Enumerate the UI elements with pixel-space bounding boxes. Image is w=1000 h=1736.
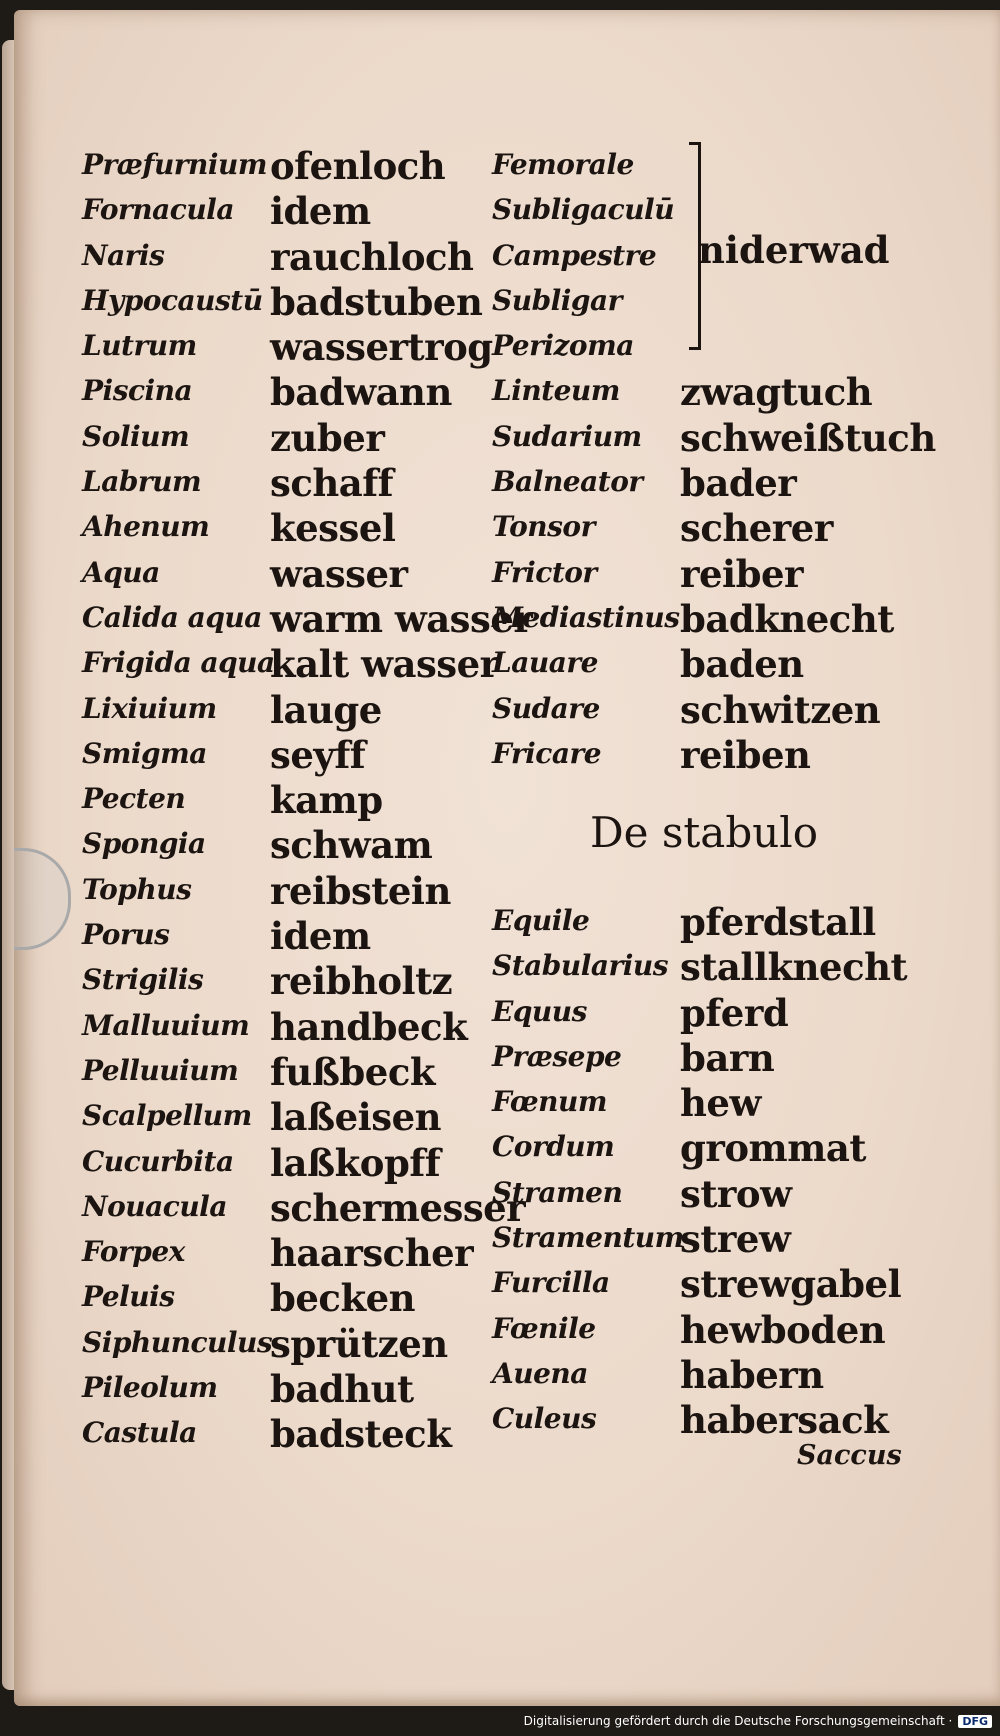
vocabulary-entry [82,1367,482,1416]
latin-term: Sudarium [492,419,642,453]
latin-term: Fornacula [82,193,234,227]
german-term: stallknecht [680,945,908,990]
latin-term: Malluuium [82,1008,250,1042]
vocabulary-entry [82,1321,482,1371]
vocabulary-entry [492,1352,912,1402]
vocabulary-entry [82,1049,482,1099]
vocabulary-entry [82,732,482,782]
latin-term: Forpex [82,1235,185,1269]
latin-term: Tonsor [492,510,595,544]
latin-term: Perizoma [492,329,634,363]
vocabulary-entry [492,148,912,193]
german-term: wassertrog [270,325,493,370]
latin-term: Subligar [492,283,622,317]
bracket-label: niderwad [698,228,890,272]
latin-term: Castula [82,1416,197,1450]
vocabulary-entry [492,732,912,782]
german-term: ofenloch [270,144,446,188]
latin-term: Pelluuium [82,1053,239,1087]
latin-term: Solium [82,419,190,453]
german-term: reiben [680,732,811,777]
vocabulary-entry [492,596,912,646]
german-term: hewboden [680,1307,886,1352]
german-term: seyff [270,732,366,777]
latin-term: Auena [492,1356,588,1390]
latin-term: Lutrum [82,329,197,363]
vocabulary-entry [82,914,482,963]
german-term: badwann [270,370,452,415]
latin-term: Fricare [492,736,602,770]
vocabulary-entry [82,778,482,827]
latin-term: Pecten [82,782,186,816]
german-term: badsteck [270,1412,452,1457]
latin-term: Hypocaustū [82,283,263,317]
vocabulary-entry [82,370,482,419]
vocabulary-entry [82,415,482,465]
vocabulary-entry [492,945,912,994]
latin-term: Sudare [492,691,600,725]
page-clip [14,848,71,950]
german-term: kalt wasser [270,642,499,687]
vocabulary-entry [82,234,482,284]
german-term: pferd [680,990,789,1035]
latin-term: Lauare [492,646,598,680]
vocabulary-entry [492,1035,912,1085]
vocabulary-entry [492,642,912,691]
german-term: handbeck [270,1004,468,1049]
vocabulary-entry [82,1004,482,1054]
vocabulary-entry [82,642,499,691]
digitization-credit [524,1712,992,1730]
german-term: sprützen [270,1321,448,1366]
latin-term: Campestre [492,238,657,272]
vocabulary-entry [492,551,912,601]
latin-term: Culeus [492,1402,597,1436]
german-term: warm wasser [270,596,533,641]
german-term: reibstein [270,868,451,913]
german-term: strow [680,1171,792,1216]
german-term: reiber [680,551,803,596]
german-term: fußbeck [270,1049,436,1094]
german-term: haarscher [270,1231,474,1276]
german-term: rauchloch [270,234,474,279]
vocabulary-entry [82,959,482,1008]
vocabulary-entry [492,1307,912,1357]
vocabulary-entry [82,823,482,872]
latin-term: Aqua [82,555,160,589]
vocabulary-entry [492,1262,912,1311]
latin-term: Furcilla [492,1266,610,1300]
german-term: laßkopff [270,1140,441,1185]
vocabulary-entry [82,325,493,374]
german-term: strewgabel [680,1262,902,1307]
german-term: hew [680,1081,761,1126]
vocabulary-entry [492,461,912,510]
german-term: strew [680,1217,791,1262]
german-term: kessel [270,506,396,551]
catchword: Saccus [797,1440,902,1471]
latin-term: Porus [82,918,170,952]
latin-term: Linteum [492,374,620,408]
vocabulary-entry [82,868,482,918]
latin-term: Cordum [492,1130,615,1164]
vocabulary-entry [82,551,482,601]
vocabulary-entry [492,1081,912,1130]
latin-term: Peluis [82,1280,175,1314]
vocabulary-entry [492,900,912,949]
vocabulary-entry [82,1231,482,1280]
german-term: badstuben [270,279,483,324]
latin-term: Fœnile [492,1311,596,1345]
german-term: kamp [270,778,383,823]
latin-term: Spongia [82,827,206,861]
vocabulary-entry [492,415,936,465]
latin-term: Nouacula [82,1189,227,1223]
german-term: idem [270,914,371,959]
german-term: schaff [270,461,394,506]
latin-term: Equile [492,904,590,937]
vocabulary-entry [492,1171,912,1221]
latin-term: Pileolum [82,1371,218,1405]
vocabulary-entry [492,1217,912,1266]
german-term: habern [680,1352,824,1397]
latin-term: Frictor [492,555,597,589]
latin-term: Labrum [82,465,202,499]
stable-vocabulary-column [492,900,912,1448]
german-term: schwitzen [680,687,881,732]
german-term: scherer [680,506,833,551]
german-term: schwam [270,823,433,868]
vocabulary-entry [82,279,483,329]
german-term: grommat [680,1126,866,1171]
german-term: baden [680,642,804,687]
vocabulary-entry [82,144,482,193]
vocabulary-entry [82,1095,482,1144]
vocabulary-entry [82,506,482,555]
latin-term: Lixiuium [82,691,217,725]
section-heading: De stabulo [590,808,819,857]
latin-term: Cucurbita [82,1144,234,1178]
german-term: bader [680,461,797,506]
dfg-logo: DFG [958,1715,992,1728]
german-term: reibholtz [270,959,453,1004]
vocabulary-entry [82,1140,482,1190]
vocabulary-entry [82,1276,482,1325]
latin-term: Tophus [82,872,192,906]
vocabulary-entry [492,687,912,737]
german-term: schermesser [270,1185,526,1230]
vocabulary-entry [82,1412,482,1461]
latin-term: Subligaculū [492,193,675,227]
latin-term: Stramen [492,1175,623,1209]
vocabulary-entry [82,687,482,737]
vocabulary-entry [82,596,533,646]
latin-term: Calida aqua [82,600,262,634]
latin-term: Naris [82,238,165,272]
latin-term: Stramentum [492,1221,684,1255]
german-term: laßeisen [270,1095,442,1140]
vocabulary-entry [492,506,912,555]
german-term: idem [270,189,371,234]
latin-term: Stabularius [492,949,669,983]
vocabulary-entry [82,189,482,238]
latin-term: Balneator [492,465,643,499]
left-vocabulary-column [82,144,533,1462]
latin-term: Præfurnium [82,148,268,181]
vocabulary-entry [82,1185,526,1235]
vocabulary-entry [82,461,482,510]
latin-term: Equus [492,994,587,1028]
german-term: lauge [270,687,382,732]
german-term: badknecht [680,596,894,641]
vocabulary-entry [492,1126,912,1175]
latin-term: Piscina [82,374,193,408]
german-term: badhut [270,1367,414,1412]
credit-text: Digitalisierung gefördert durch die Deutsche Forschungsgemeinschaft · [523,1714,953,1728]
german-term: wasser [270,551,408,596]
vocabulary-entry [492,284,912,329]
latin-term: Præsepe [492,1039,622,1073]
latin-term: Ahenum [82,510,210,544]
latin-term: Fœnum [492,1085,607,1119]
latin-term: Scalpellum [82,1099,252,1133]
german-term: pferdstall [680,900,876,944]
latin-term: Strigilis [82,963,204,997]
latin-term: Siphunculus [82,1325,273,1359]
german-term: schweißtuch [680,415,936,460]
german-term: zwagtuch [680,370,873,415]
vocabulary-entry [492,329,912,374]
vocabulary-entry [492,990,912,1040]
german-term: zuber [270,415,385,460]
vocabulary-entry [492,370,912,419]
german-term: becken [270,1276,416,1321]
german-term: habersack [680,1398,889,1443]
latin-term: Frigida aqua [82,646,275,680]
latin-term: Mediastinus [492,600,680,634]
latin-term: Smigma [82,736,207,770]
german-term: barn [680,1035,775,1080]
latin-term: Femorale [492,148,634,181]
